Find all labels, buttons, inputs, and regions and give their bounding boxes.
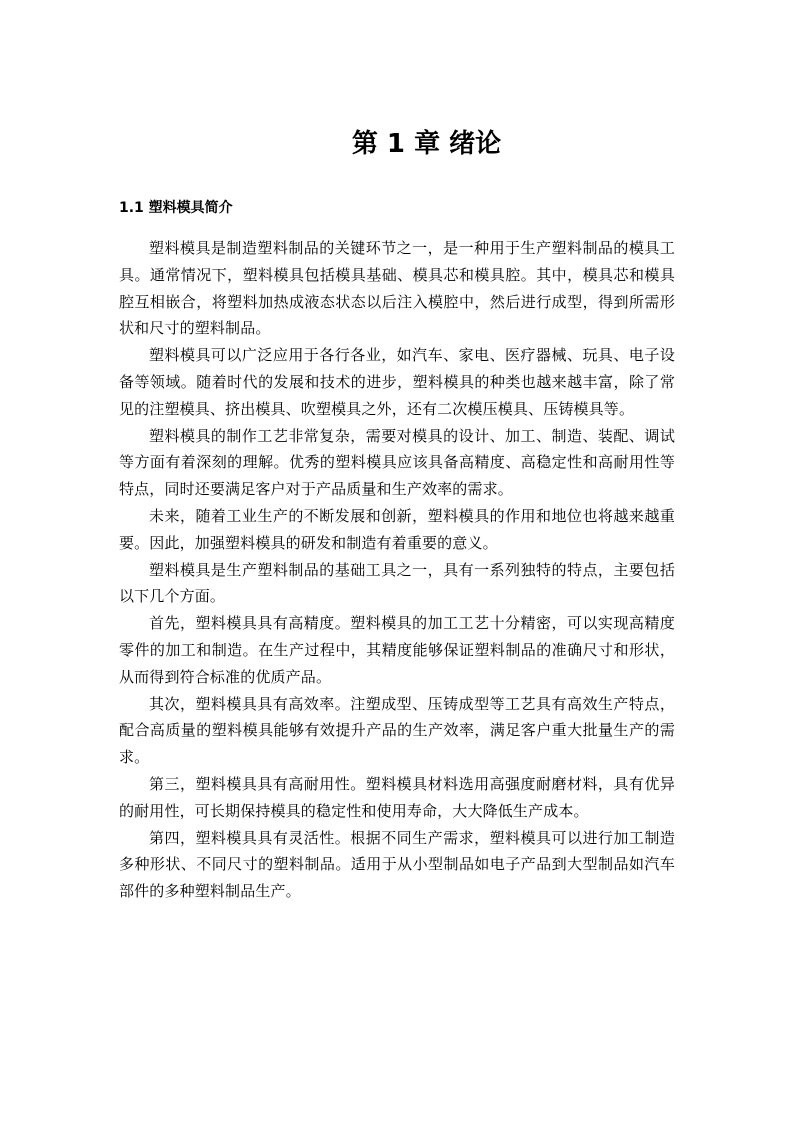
body-text	[119, 235, 675, 905]
paragraph: 塑料模具是制造塑料制品的关键环节之一，是一种用于生产塑料制品的模具工具。通常情况下，塑料模具包括模具基础、模具芯和模具腔。其中，模具芯和模具腔互相嵌合，将塑料加热成液态状态以后注入模腔中，然后进行成型，得到所需形状和尺寸的塑料制品。	[119, 239, 675, 338]
paragraph: 塑料模具是生产塑料制品的基础工具之一，具有一系列独特的特点，主要包括以下几个方面。	[119, 560, 675, 606]
paragraph: 首先，塑料模具具有高精度。塑料模具的加工工艺十分精密，可以实现高精度零件的加工和制造。在生产过程中，其精度能够保证塑料制品的准确尺寸和形状，从而得到符合标准的优质产品。	[119, 614, 675, 686]
paragraph: 其次，塑料模具具有高效率。注塑成型、压铸成型等工艺具有高效生产特点，配合高质量的塑料模具能够有效提升产品的生产效率，满足客户重大批量生产的需求。	[119, 694, 675, 767]
paragraph: 塑料模具的制作工艺非常复杂，需要对模具的设计、加工、制造、装配、调试等方面有着深刻的理解。优秀的塑料模具应该具备高精度、高稳定性和高耐用性等特点，同时还要满足客户对于产品质量和生产效率的需求。	[119, 426, 675, 499]
section-heading: 1.1 塑料模具简介	[119, 200, 233, 216]
paragraph: 未来，随着工业生产的不断发展和创新，塑料模具的作用和地位也将越来越重要。因此，加强塑料模具的研发和制造有着重要的意义。	[119, 506, 675, 552]
paragraph: 第三，塑料模具具有高耐用性。塑料模具材料选用高强度耐磨材料，具有优异的耐用性，可长期保持模具的稳定性和使用寿命，大大降低生产成本。	[119, 774, 675, 820]
paragraph: 塑料模具可以广泛应用于各行各业，如汽车、家电、医疗器械、玩具、电子设备等领域。随着时代的发展和技术的进步，塑料模具的种类也越来越丰富，除了常见的注塑模具、挤出模具、吹塑模具之外，还有二次模压模具、压铸模具等。	[119, 346, 675, 418]
chapter-title: 第 1 章 绪论	[351, 129, 502, 159]
paragraph: 第四，塑料模具具有灵活性。根据不同生产需求，塑料模具可以进行加工制造多种形状、不同尺寸的塑料制品。适用于从小型制品如电子产品到大型制品如汽车部件的多种塑料制品生产。	[119, 828, 675, 901]
